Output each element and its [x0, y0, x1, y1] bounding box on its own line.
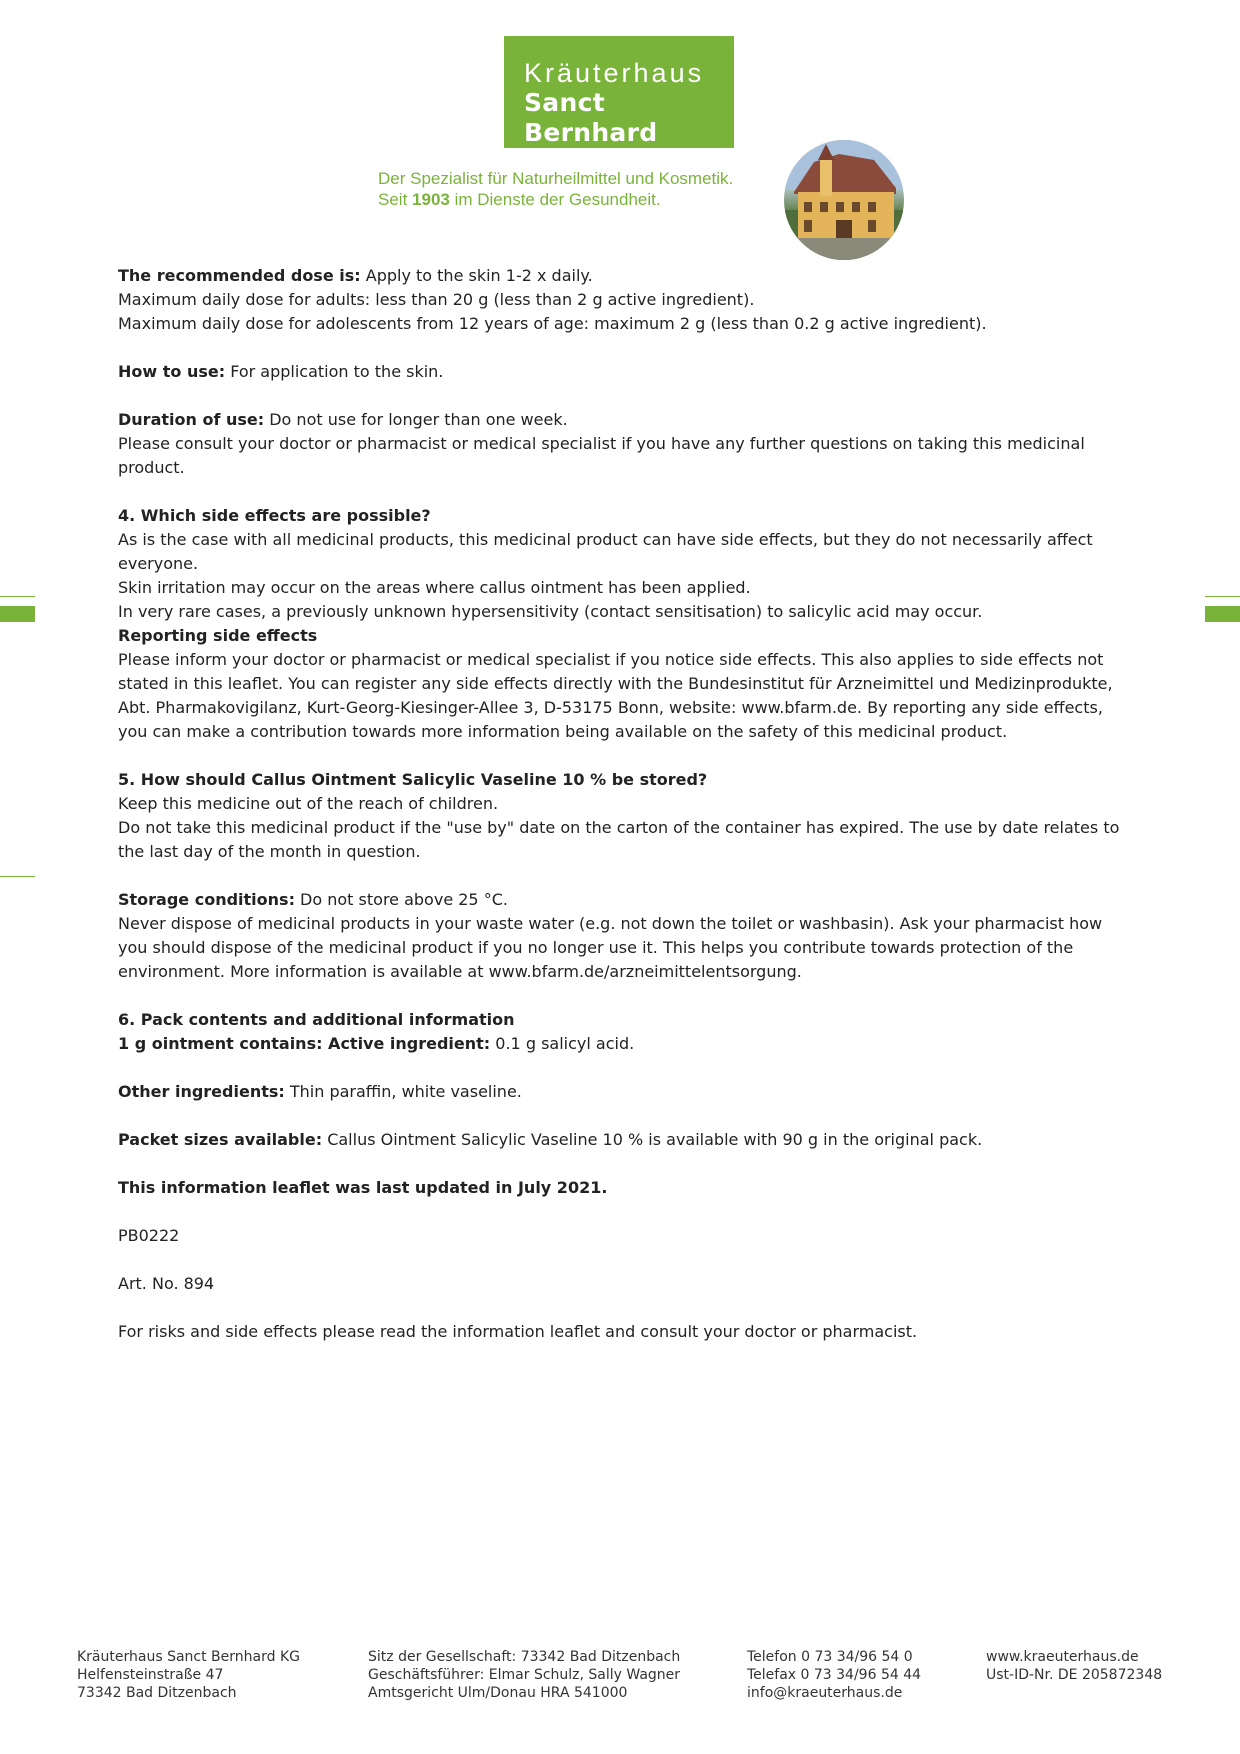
other-ingredients: [118, 1080, 1128, 1104]
storage-conditions-label: Storage conditions:: [118, 890, 295, 909]
footer-company-street: Helfensteinstraße 47: [77, 1667, 224, 1683]
how-to-use-label: How to use:: [118, 362, 226, 381]
side-effects-section: [118, 504, 1128, 744]
tagline-line-2: [378, 189, 733, 210]
reporting-text: Please inform your doctor or pharmacist or medical specialist if you notice side effects. This also applies to side effects not stated in this leaflet. You can register any side effects directly with the Bundesinstitut für Arzneimittel und Medizinprodukte, Abt. Pharmakovigilanz, Kurt-Georg-Kiesinger-Allee 3, D-53175 Bonn, website: www.bfarm.de. By reporting any side effects, you can make a contribution towards more information being available on the safety of this medicinal product.: [118, 650, 1113, 741]
duration-label: Duration of use:: [118, 410, 265, 429]
footer-email[interactable]: info@kraeuterhaus.de: [747, 1685, 903, 1701]
last-updated: [118, 1176, 1128, 1200]
brand-logo: [504, 36, 734, 148]
disposal-text: Never dispose of medicinal products in your waste water (e.g. not down the toilet or washbasin). Ask your pharmacist how you should dispose of the medicinal product if you no longer use it. This helps you contribute towards protection of the environment. More information is available at www.bfarm.de/arzneimittelentsorgung.: [118, 914, 1103, 981]
packet-sizes: [118, 1128, 1128, 1152]
how-to-use-text: For application to the skin.: [225, 362, 444, 381]
pack-section: [118, 1008, 1128, 1056]
side-effects-p2: Skin irritation may occur on the areas where callus ointment has been applied.: [118, 578, 751, 597]
footer-seat: Sitz der Gesellschaft: 73342 Bad Ditzenbach: [368, 1649, 681, 1665]
duration-consult: Please consult your doctor or pharmacist or medical specialist if you have any further questions on taking this medicinal product.: [118, 434, 1085, 477]
tagline-prefix: Seit: [378, 190, 413, 209]
footer-vat-id: Ust-ID-Nr. DE 205872348: [986, 1667, 1163, 1683]
duration-section: [118, 408, 1128, 480]
packet-sizes-text: Callus Ointment Salicylic Vaseline 10 % is available with 90 g in the original pack.: [322, 1130, 983, 1149]
footer-phone: Telefon 0 73 34/96 54 0: [747, 1649, 913, 1665]
footer-court: Amtsgericht Ulm/Donau HRA 541000: [368, 1685, 628, 1701]
leaflet-code: PB0222: [118, 1226, 180, 1245]
duration-text: Do not use for longer than one week.: [264, 410, 568, 429]
margin-line-left-bottom: [0, 876, 35, 877]
dose-label: The recommended dose is:: [118, 266, 361, 285]
storage-heading: 5. How should Callus Ointment Salicylic Vaseline 10 % be stored?: [118, 770, 708, 789]
risks-note: For risks and side effects please read the information leaflet and consult your doctor or pharmacist.: [118, 1322, 918, 1341]
storage-p2: Do not take this medicinal product if the "use by" date on the carton of the container has expired. The use by date relates to the last day of the month in question.: [118, 818, 1120, 861]
footer-managers: Geschäftsführer: Elmar Schulz, Sally Wagner: [368, 1667, 681, 1683]
packet-sizes-label: Packet sizes available:: [118, 1130, 323, 1149]
tagline-year: 1903: [412, 190, 450, 209]
active-ingredient-text: 0.1 g salicyl acid.: [490, 1034, 635, 1053]
reporting-heading: Reporting side effects: [118, 626, 318, 645]
tagline-suffix: im Dienste der Gesundheit.: [449, 190, 661, 209]
footer-company-city: 73342 Bad Ditzenbach: [77, 1685, 237, 1701]
margin-line-left-top: [0, 596, 35, 597]
dose-adults: Maximum daily dose for adults: less than 20 g (less than 2 g active ingredient).: [118, 290, 755, 309]
pack-heading: 6. Pack contents and additional information: [118, 1010, 515, 1029]
leaflet-body: [118, 264, 1128, 1368]
footer-company: [77, 1648, 300, 1702]
side-effects-p3: In very rare cases, a previously unknown hypersensitivity (contact sensitisation) to salicylic acid may occur.: [118, 602, 983, 621]
dose-text: Apply to the skin 1-2 x daily.: [360, 266, 593, 285]
building-illustration: [784, 140, 904, 260]
tagline: [378, 168, 733, 210]
footer-web: [986, 1648, 1162, 1684]
side-effects-p1: As is the case with all medicinal products, this medicinal product can have side effects, but they do not necessarily affect everyone.: [118, 530, 1093, 573]
side-effects-heading: 4. Which side effects are possible?: [118, 506, 431, 525]
footer-contact: [747, 1648, 921, 1702]
logo-line-2: Sanct Bernhard: [524, 88, 658, 147]
storage-conditions-section: [118, 888, 1128, 984]
storage-conditions-text: Do not store above 25 °C.: [294, 890, 508, 909]
building-photo: [784, 140, 904, 260]
footer-fax: Telefax 0 73 34/96 54 44: [747, 1667, 922, 1683]
logo-line-1: Kräuterhaus: [524, 58, 705, 88]
dose-adolescents: Maximum daily dose for adolescents from 12 years of age: maximum 2 g (less than 0.2 g active ingredient).: [118, 314, 987, 333]
other-ingredients-label: Other ingredients:: [118, 1082, 285, 1101]
margin-bar-left: [0, 606, 35, 622]
other-ingredients-text: Thin paraffin, white vaseline.: [284, 1082, 522, 1101]
last-updated-text: This information leaflet was last updated in July 2021.: [118, 1178, 608, 1197]
article-number: Art. No. 894: [118, 1274, 215, 1293]
margin-bar-right: [1205, 606, 1240, 622]
footer-legal: [368, 1648, 680, 1702]
tagline-line-1: Der Spezialist für Naturheilmittel und Kosmetik.: [378, 169, 734, 188]
footer-company-name: Kräuterhaus Sanct Bernhard KG: [77, 1649, 300, 1665]
storage-section: [118, 768, 1128, 864]
how-to-use-section: [118, 360, 1128, 384]
margin-line-right-top: [1205, 596, 1240, 597]
storage-p1: Keep this medicine out of the reach of children.: [118, 794, 499, 813]
active-ingredient-label: 1 g ointment contains: Active ingredient:: [118, 1034, 491, 1053]
dose-section: [118, 264, 1128, 336]
footer-website[interactable]: www.kraeuterhaus.de: [986, 1649, 1139, 1665]
